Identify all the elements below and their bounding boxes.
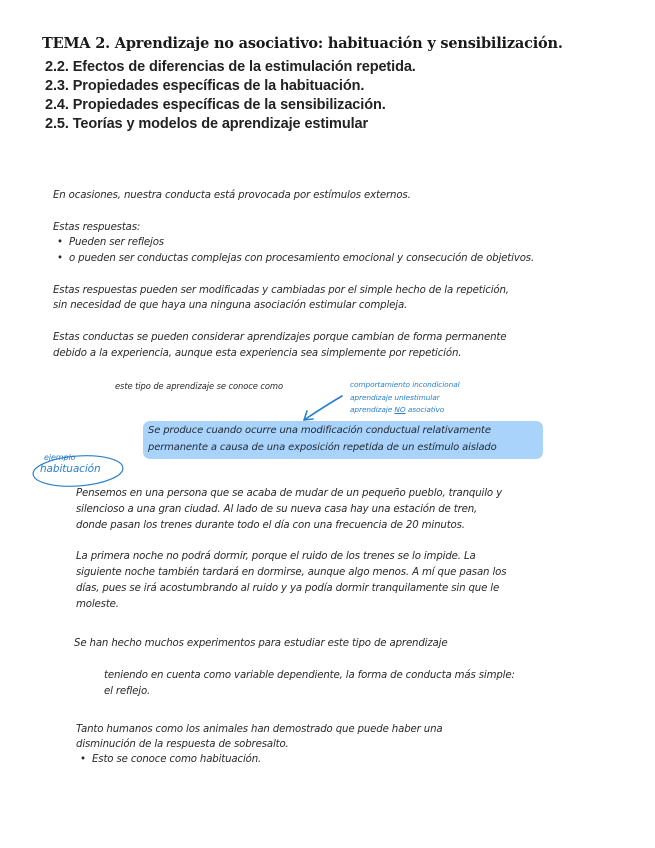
document-title: TEMA 2. Aprendizaje no asociativo: habituación y sensibilización. [42,35,563,52]
note-responses-intro: Estas respuestas: [53,222,141,233]
known-as-text: este tipo de aprendizaje se conoce como [115,381,283,391]
definition-line-2: permanente a causa de una exposición repetida de un estímulo aislado [148,442,497,453]
note-paragraph-3-line-2: sin necesidad de que haya una ninguna asociación estimular compleja. [53,300,408,311]
bullet-icon: • [57,253,63,264]
toc-item-2-2: 2.2. Efectos de diferencias de la estimulación repetida. [45,59,416,75]
example-label: ejemplo [44,453,76,462]
bullet-text: Esto se conoce como habituación. [92,754,262,765]
blue-term-3b: asociativo [407,405,445,414]
habituation-bullet [80,754,261,765]
toc-item-2-5: 2.5. Teorías y modelos de aprendizaje estimular [45,116,369,132]
blue-term-no: NO [394,405,406,414]
example-p2-line-2: siguiente noche también tardará en dormirse, aunque algo menos. A mí que pasan los [76,567,507,578]
example-p1-line-1: Pensemos en una persona que se acaba de mudar de un pequeño pueblo, tranquilo y [76,488,502,499]
note-paragraph-4-line-1: Estas conductas se pueden considerar aprendizajes porque cambian de forma permanente [53,332,507,343]
note-bullet-complex [57,253,534,264]
example-p2-line-4: moleste. [76,599,119,610]
experiments-text: Se han hecho muchos experimentos para estudiar este tipo de aprendizaje [74,638,448,649]
toc-item-2-4: 2.4. Propiedades específicas de la sensibilización. [45,97,386,113]
blue-term-3a: aprendizaje [350,405,393,414]
example-p2-line-3: días, pues se irá acostumbrando al ruido y ya podía dormir tranquilamente sin que le [76,583,500,594]
example-p1-line-2: silencioso a una gran ciudad. Al lado de su nueva casa hay una estación de tren, [76,504,478,515]
note-paragraph-4-line-2: debido a la experiencia, aunque esta experiencia sea simplemente por repetición. [53,348,462,359]
note-paragraph-3-line-1: Estas respuestas pueden ser modificadas y cambiadas por el simple hecho de la repetición, [53,285,509,296]
example-p2-line-1: La primera noche no podrá dormir, porque el ruido de los trenes se lo impide. La [76,551,476,562]
startle-line-2: disminución de la respuesta de sobresalto. [76,739,289,750]
example-label-habituacion: habituación [40,463,101,475]
bullet-text: Pueden ser reflejos [69,237,164,248]
blue-term-2: aprendizaje unIestimular [350,393,440,402]
note-bullet-reflexes [57,237,164,248]
variable-line-2: el reflejo. [104,686,151,697]
bullet-icon: • [57,237,63,248]
variable-line-1: teniendo en cuenta como variable dependiente, la forma de conducta más simple: [104,670,515,681]
blue-term-3 [350,405,444,414]
definition-line-1: Se produce cuando ocurre una modificación conductual relativamente [148,425,491,436]
toc-item-2-3: 2.3. Propiedades específicas de la habituación. [45,78,365,94]
example-p1-line-3: donde pasan los trenes durante todo el día con una frecuencia de 20 minutos. [76,520,465,531]
bullet-icon: • [80,754,86,765]
startle-line-1: Tanto humanos como los animales han demostrado que puede haber una [76,724,443,735]
blue-term-1: comportamiento incondicional [350,380,460,389]
note-paragraph-1: En ocasiones, nuestra conducta está provocada por estímulos externos. [53,190,411,201]
bullet-text: o pueden ser conductas complejas con procesamiento emocional y consecución de objetivos. [69,253,535,264]
